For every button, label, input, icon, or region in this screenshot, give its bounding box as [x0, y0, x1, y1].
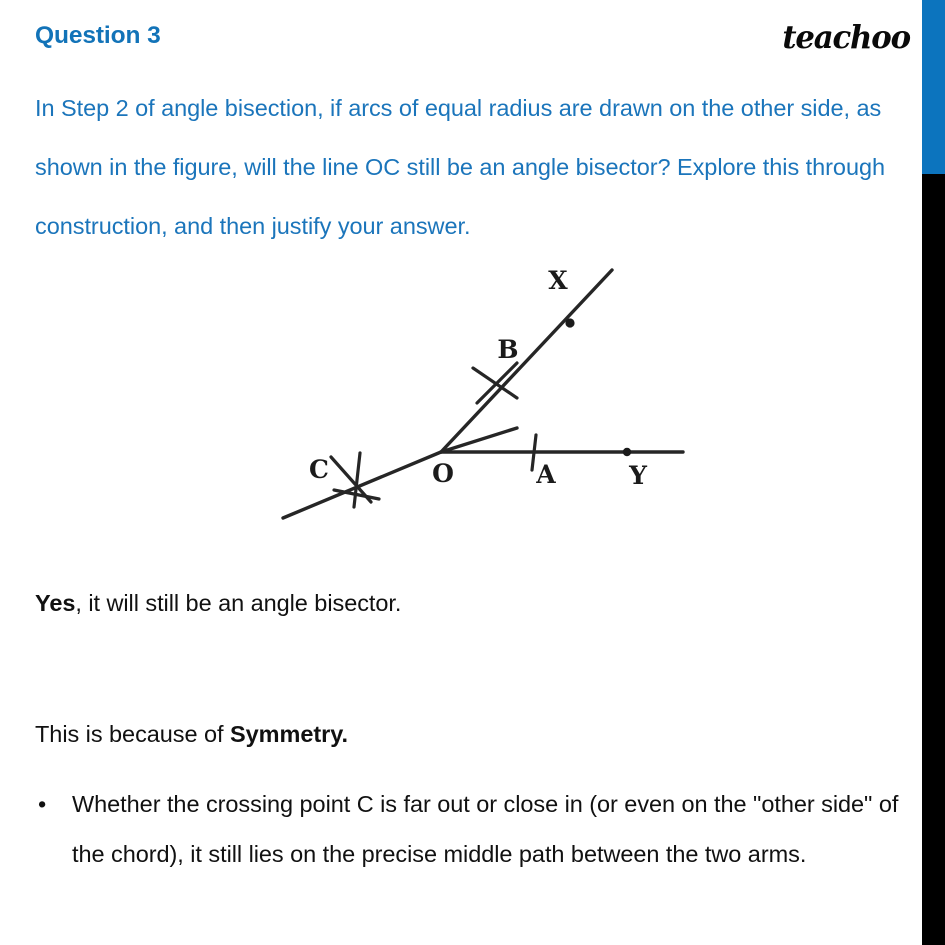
explanation-bullet-list — [35, 779, 915, 879]
answer-yes-bold: Yes — [35, 590, 76, 616]
label-a: A — [536, 460, 556, 489]
teachoo-logo: teachoo — [782, 18, 910, 56]
point-dot-on-oy — [623, 448, 631, 456]
label-y: Y — [629, 461, 647, 490]
label-b: B — [497, 335, 519, 364]
spacer-stroke — [398, 425, 407, 433]
page-title: Question 3 — [35, 22, 161, 49]
geometry-figure — [255, 255, 705, 540]
label-o: O — [432, 459, 454, 488]
answer-reason-bold: Symmetry. — [229, 721, 348, 747]
answer-reason-prefix: This is because of — [35, 721, 230, 747]
ray-oc-line — [283, 452, 441, 518]
label-x: X — [548, 266, 568, 295]
list-item-text: Whether the crossing point C is far out or close in (or even on the "other side" of the chord), it still lies on the precise middle path between the two arms. — [72, 791, 899, 867]
page-header — [35, 20, 910, 68]
arc-cross-b-stroke-2 — [477, 363, 517, 403]
answer-reason — [35, 717, 905, 751]
arc-cross-c-stroke-2 — [354, 453, 360, 507]
question-text: In Step 2 of angle bisection, if arcs of equal radius are drawn on the other side, as shown in the figure, will the line OC still be an angle bisector? Explore this through construction, and then justify your answer. — [35, 95, 885, 239]
ray-ox-line — [441, 270, 612, 452]
angle-bisector-diagram-svg — [255, 255, 705, 540]
answer-yes-rest: , it will still be an angle bisector. — [75, 590, 402, 616]
right-edge-black-bar — [922, 174, 945, 945]
list-item — [35, 779, 915, 879]
point-dot-on-ox — [565, 318, 574, 327]
answer-statement — [35, 586, 905, 620]
label-c: C — [309, 455, 329, 484]
bullet-point-icon: • — [38, 791, 47, 817]
right-edge-blue-bar — [922, 0, 945, 174]
